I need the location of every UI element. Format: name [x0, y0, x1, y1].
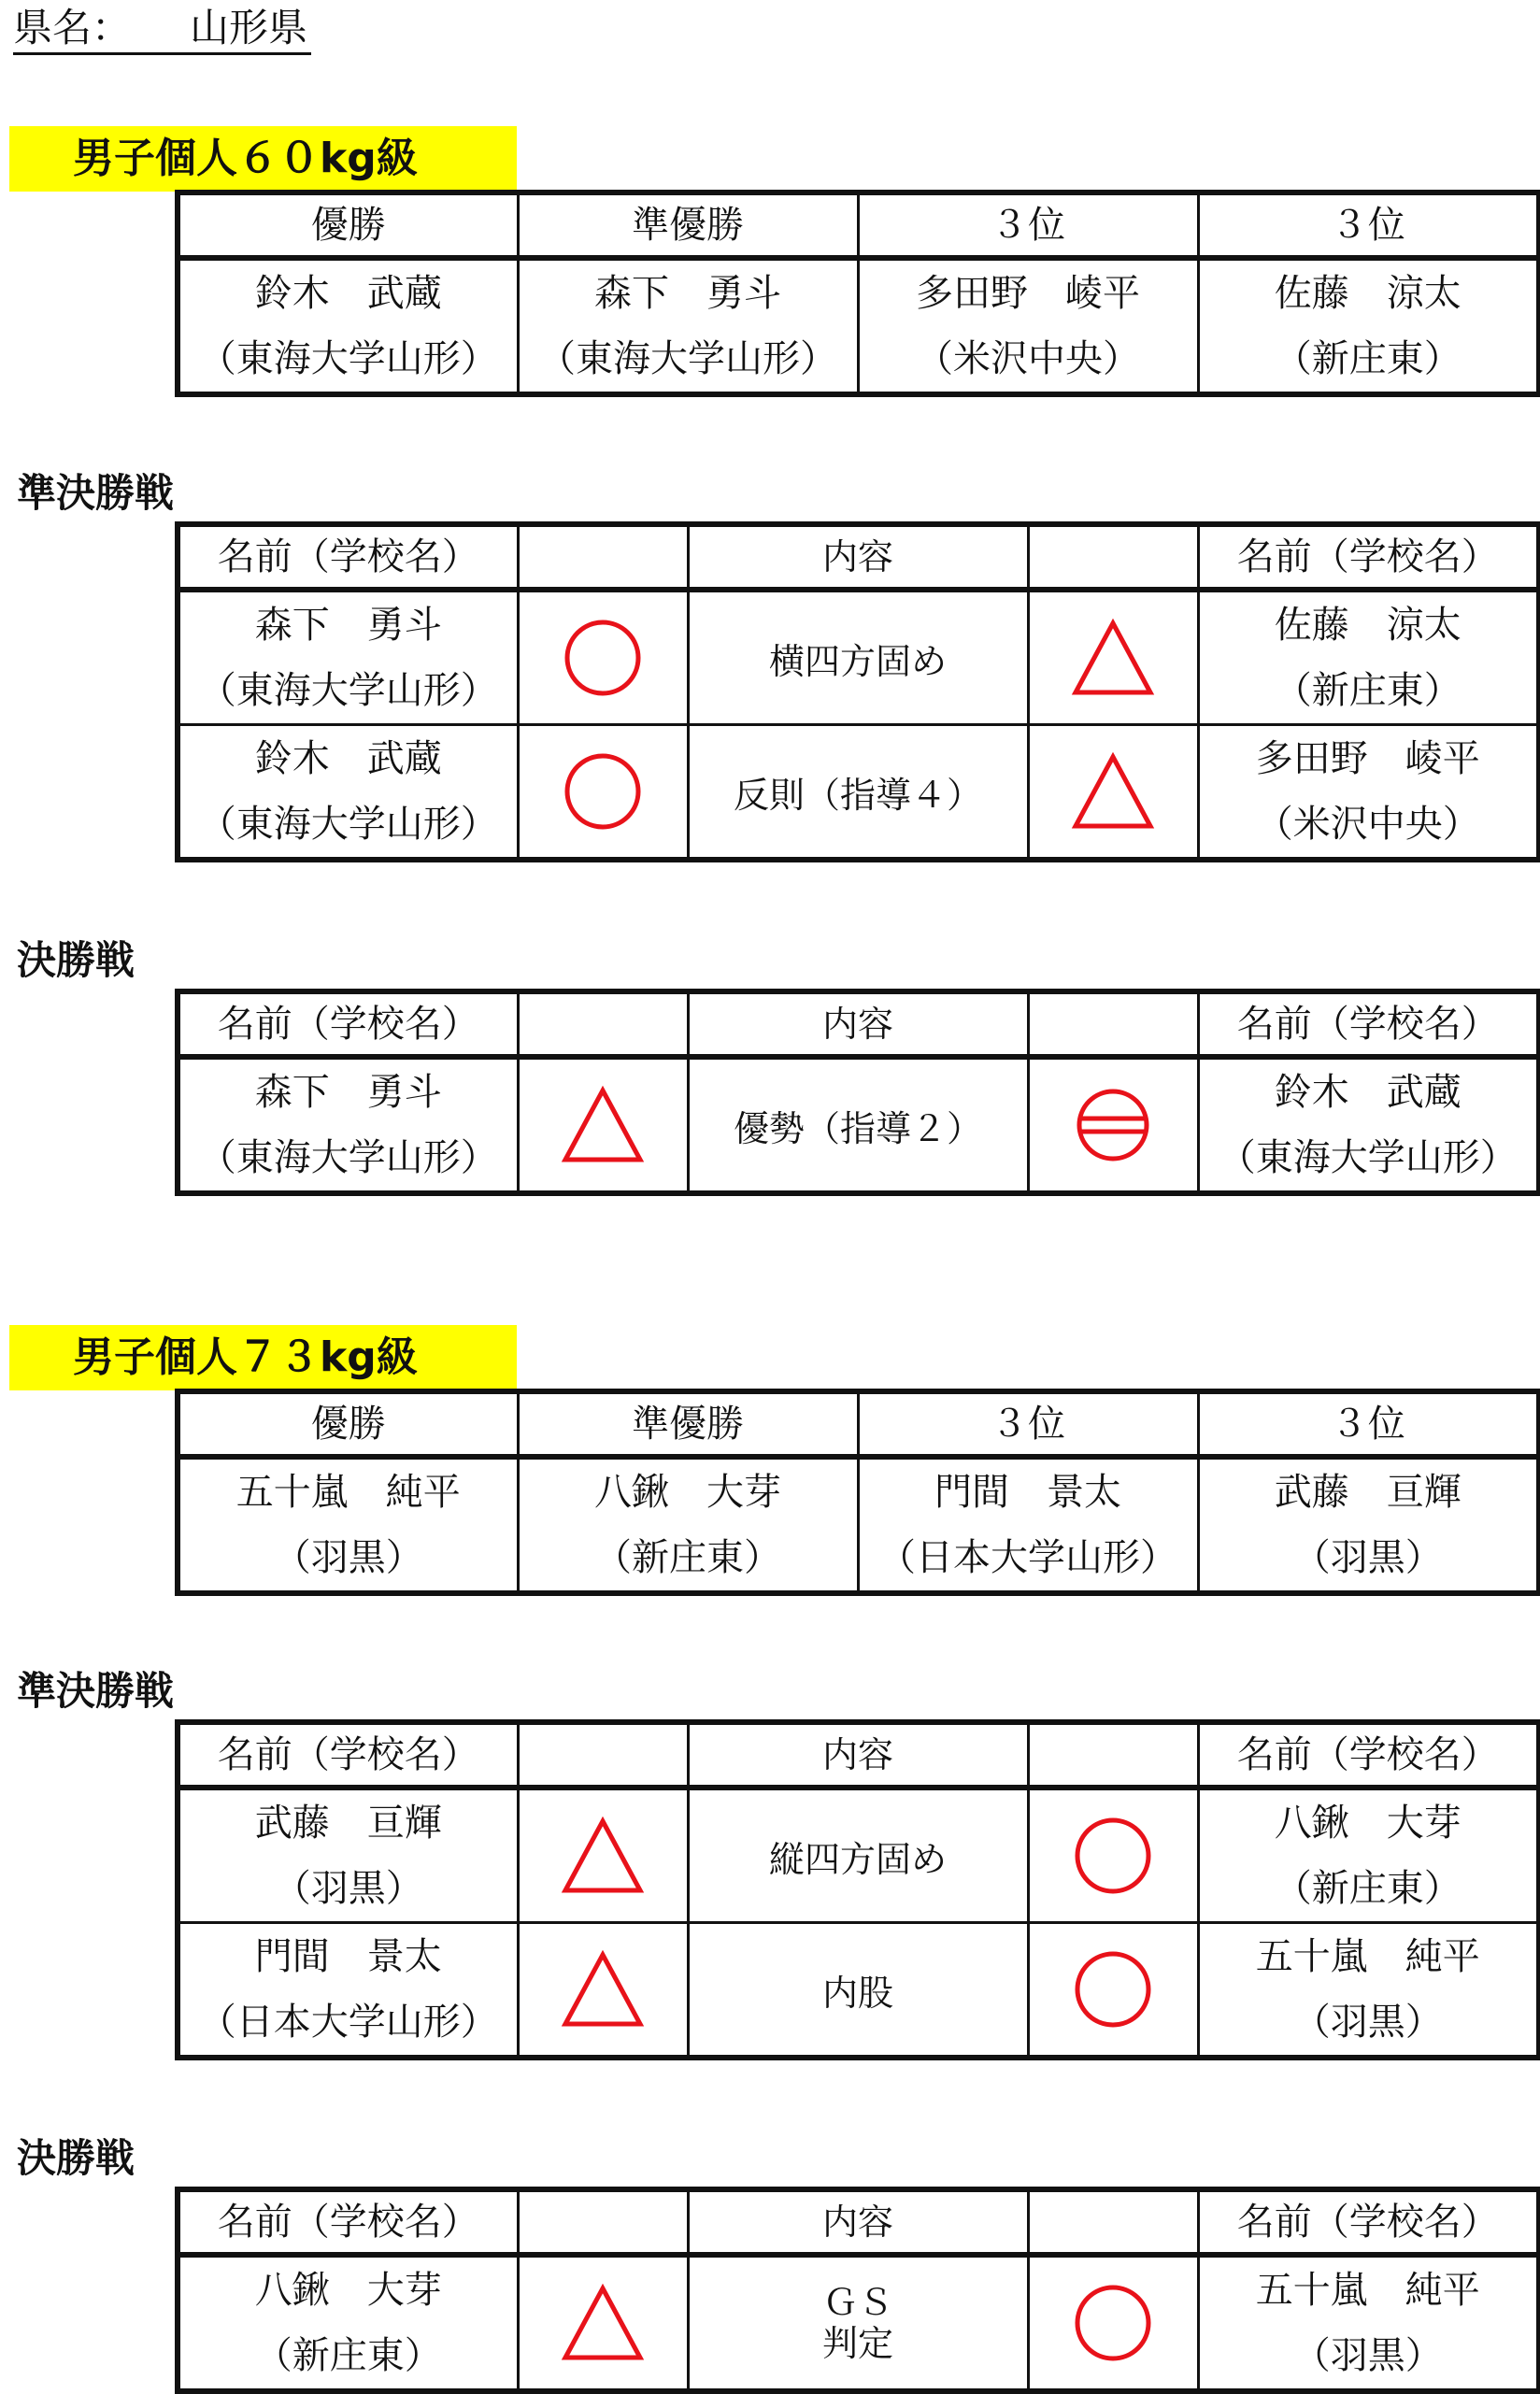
header-content: 内容	[688, 524, 1028, 590]
header-third: ３位	[1198, 1391, 1539, 1457]
win-circle-mark	[1030, 1814, 1197, 1898]
result-cell	[858, 1457, 1198, 1593]
athlete-name: 鈴木 武蔵	[254, 737, 442, 780]
athlete-name: 門間 景太	[934, 1471, 1121, 1514]
win-by-advantage-mark	[1030, 1083, 1197, 1167]
semifinal-table-60kg	[175, 521, 1540, 862]
result-cell	[858, 258, 1198, 394]
header-left-name: 名前（学校名）	[178, 524, 518, 590]
athlete-name: 門間 景太	[254, 1935, 442, 1978]
header-winner: 優勝	[178, 1391, 518, 1457]
header-blank	[518, 991, 688, 1057]
content-cell	[688, 2255, 1028, 2391]
header-blank	[518, 1722, 688, 1788]
right-mark-cell	[1028, 725, 1198, 861]
right-mark-cell	[1028, 1788, 1198, 1923]
header-third: ３位	[858, 1391, 1198, 1457]
result-cell	[518, 258, 858, 394]
content-line: ＧＳ	[821, 2282, 893, 2323]
header-content: 内容	[688, 991, 1028, 1057]
athlete-school: （新庄東）	[254, 2334, 442, 2377]
circle-mark-icon	[1071, 1814, 1155, 1898]
athlete-name: 多田野 崚平	[1255, 737, 1480, 780]
circle-mark-icon	[1071, 2281, 1155, 2365]
athlete-school: （米沢中央）	[1255, 803, 1480, 846]
athlete-name: 武藤 亘輝	[1274, 1471, 1462, 1514]
header-runner-up: 準優勝	[518, 192, 858, 258]
header-blank	[1028, 524, 1198, 590]
athlete-name: 佐藤 涼太	[1274, 604, 1462, 647]
right-athlete-cell	[1198, 590, 1539, 725]
athlete-school: （日本大学山形）	[198, 2001, 498, 2044]
triangle-mark-icon	[1068, 616, 1158, 700]
left-mark-cell	[518, 1788, 688, 1923]
right-mark-cell	[1028, 1923, 1198, 2059]
athlete-name: 八鍬 大芽	[1274, 1802, 1462, 1845]
advantage-mark-icon	[1071, 1083, 1155, 1167]
left-mark-cell	[518, 725, 688, 861]
lose-triangle-mark	[520, 2281, 687, 2365]
prefecture-heading	[13, 4, 311, 55]
triangle-mark-icon	[558, 1083, 648, 1167]
win-circle-mark	[1030, 2281, 1197, 2365]
win-circle-mark	[1030, 1947, 1197, 2031]
lose-triangle-mark	[520, 1083, 687, 1167]
right-athlete-cell	[1198, 1923, 1539, 2059]
header-blank	[518, 524, 688, 590]
left-mark-cell	[518, 2255, 688, 2391]
athlete-school: （新庄東）	[1274, 669, 1462, 712]
semifinal-table-73kg	[175, 1719, 1540, 2060]
triangle-mark-icon	[1068, 749, 1158, 834]
athlete-name: 五十嵐 純平	[235, 1471, 461, 1514]
circle-mark-icon	[1071, 1947, 1155, 2031]
left-mark-cell	[518, 1923, 688, 2059]
athlete-school: （羽黒）	[273, 1867, 423, 1910]
results-table-73kg	[175, 1389, 1540, 1596]
athlete-name: 八鍬 大芽	[594, 1471, 781, 1514]
circle-mark-icon	[561, 616, 645, 700]
left-athlete-cell	[178, 590, 518, 725]
win-circle-mark	[520, 749, 687, 834]
header-left-name: 名前（学校名）	[178, 1722, 518, 1788]
athlete-school: （羽黒）	[1292, 2334, 1443, 2377]
header-right-name: 名前（学校名）	[1198, 2189, 1539, 2255]
athlete-school: （東海大学山形）	[538, 337, 837, 380]
header-third: ３位	[858, 192, 1198, 258]
prefecture-value: 山形県	[190, 5, 308, 50]
athlete-school: （米沢中央）	[916, 337, 1140, 380]
athlete-school: （東海大学山形）	[198, 1136, 498, 1179]
circle-mark-icon	[561, 749, 645, 834]
header-left-name: 名前（学校名）	[178, 991, 518, 1057]
left-mark-cell	[518, 1057, 688, 1193]
left-athlete-cell	[178, 1057, 518, 1193]
content-cell: 内股	[688, 1923, 1028, 2059]
header-right-name: 名前（学校名）	[1198, 991, 1539, 1057]
result-cell	[1198, 258, 1539, 394]
left-athlete-cell	[178, 1923, 518, 2059]
athlete-school: （羽黒）	[1292, 2001, 1443, 2044]
header-left-name: 名前（学校名）	[178, 2189, 518, 2255]
athlete-school: （羽黒）	[273, 1536, 423, 1579]
content-line: 判定	[821, 2323, 893, 2364]
header-right-name: 名前（学校名）	[1198, 1722, 1539, 1788]
lose-triangle-mark	[1030, 749, 1197, 834]
athlete-name: 森下 勇斗	[594, 272, 781, 315]
athlete-name: 五十嵐 純平	[1255, 1935, 1480, 1978]
athlete-school: （新庄東）	[1274, 1867, 1462, 1910]
athlete-school: （新庄東）	[1274, 337, 1462, 380]
final-heading: 決勝戦	[17, 2135, 135, 2181]
result-cell	[1198, 1457, 1539, 1593]
content-cell: 反則（指導４）	[688, 725, 1028, 861]
athlete-name: 武藤 亘輝	[254, 1802, 442, 1845]
athlete-name: 森下 勇斗	[254, 604, 442, 647]
athlete-school: （東海大学山形）	[198, 669, 498, 712]
athlete-name: 鈴木 武蔵	[254, 272, 442, 315]
header-blank	[1028, 1722, 1198, 1788]
triangle-mark-icon	[558, 1814, 648, 1898]
left-athlete-cell	[178, 725, 518, 861]
header-third: ３位	[1198, 192, 1539, 258]
right-athlete-cell	[1198, 2255, 1539, 2391]
header-content: 内容	[688, 1722, 1028, 1788]
content-cell: 縦四方固め	[688, 1788, 1028, 1923]
athlete-school: （東海大学山形）	[198, 803, 498, 846]
result-cell	[518, 1457, 858, 1593]
results-table-60kg	[175, 190, 1540, 397]
lose-triangle-mark	[1030, 616, 1197, 700]
result-cell	[178, 1457, 518, 1593]
category-73kg-title: 男子個人７３kg級	[9, 1325, 517, 1390]
athlete-name: 鈴木 武蔵	[1274, 1071, 1462, 1114]
triangle-mark-icon	[558, 1947, 648, 2031]
header-blank	[518, 2189, 688, 2255]
semifinal-heading: 準決勝戦	[17, 1668, 175, 1714]
final-heading: 決勝戦	[17, 937, 135, 983]
left-mark-cell	[518, 590, 688, 725]
triangle-mark-icon	[558, 2281, 648, 2365]
final-table-60kg	[175, 989, 1540, 1196]
result-cell	[178, 258, 518, 394]
right-mark-cell	[1028, 2255, 1198, 2391]
content-cell: 横四方固め	[688, 590, 1028, 725]
right-athlete-cell	[1198, 725, 1539, 861]
athlete-school: （東海大学山形）	[198, 337, 498, 380]
lose-triangle-mark	[520, 1814, 687, 1898]
athlete-name: 五十嵐 純平	[1255, 2269, 1480, 2312]
athlete-school: （東海大学山形）	[1218, 1136, 1518, 1179]
header-blank	[1028, 991, 1198, 1057]
left-athlete-cell	[178, 1788, 518, 1923]
athlete-school: （羽黒）	[1292, 1536, 1443, 1579]
right-athlete-cell	[1198, 1788, 1539, 1923]
win-circle-mark	[520, 616, 687, 700]
content-cell: 優勢（指導２）	[688, 1057, 1028, 1193]
prefecture-label: 県名：	[13, 5, 112, 50]
right-athlete-cell	[1198, 1057, 1539, 1193]
athlete-name: 佐藤 涼太	[1274, 272, 1462, 315]
semifinal-heading: 準決勝戦	[17, 470, 175, 516]
left-athlete-cell	[178, 2255, 518, 2391]
lose-triangle-mark	[520, 1947, 687, 2031]
header-blank	[1028, 2189, 1198, 2255]
right-mark-cell	[1028, 1057, 1198, 1193]
header-content: 内容	[688, 2189, 1028, 2255]
header-winner: 優勝	[178, 192, 518, 258]
athlete-name: 森下 勇斗	[254, 1071, 442, 1114]
right-mark-cell	[1028, 590, 1198, 725]
header-right-name: 名前（学校名）	[1198, 524, 1539, 590]
category-60kg-title: 男子個人６０kg級	[9, 126, 517, 192]
athlete-name: 八鍬 大芽	[254, 2269, 442, 2312]
header-runner-up: 準優勝	[518, 1391, 858, 1457]
athlete-school: （新庄東）	[594, 1536, 781, 1579]
athlete-name: 多田野 崚平	[916, 272, 1140, 315]
athlete-school: （日本大学山形）	[878, 1536, 1177, 1579]
final-table-73kg	[175, 2187, 1540, 2394]
